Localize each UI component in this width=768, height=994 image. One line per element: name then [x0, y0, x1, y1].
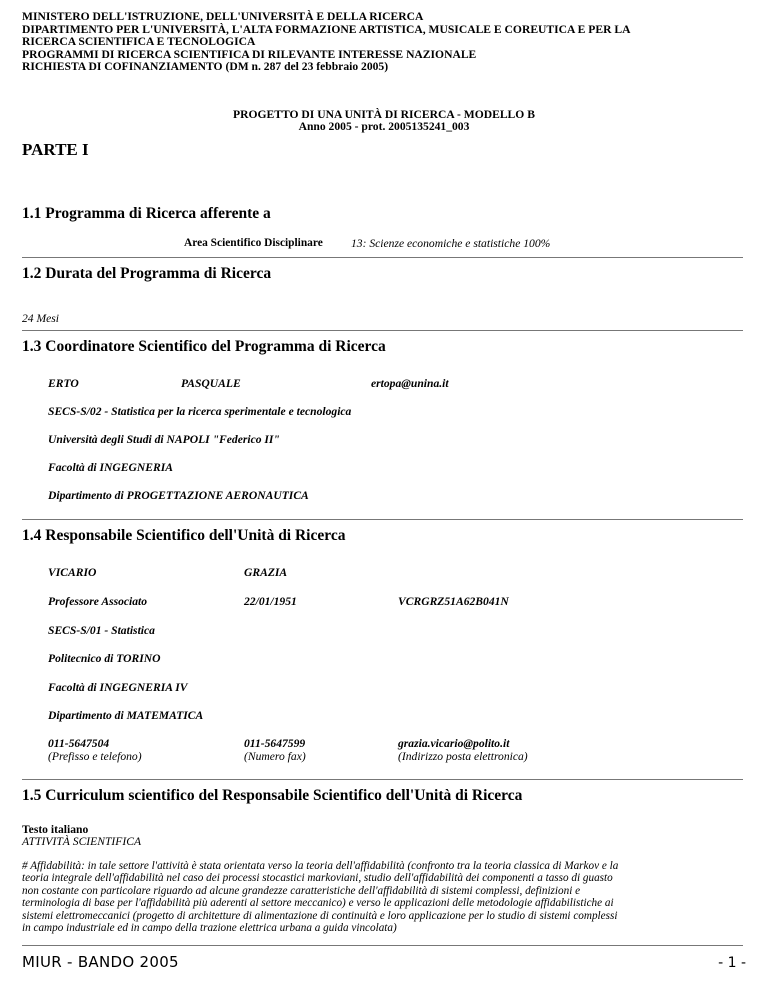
area-label: Area Scientifico Disciplinare — [184, 237, 323, 249]
text-line: teoria integrale dell'affidabilità nel caso dei processi stocastici markoviani, studio dell'affidabilità dei componenti a tasso di guasto — [22, 872, 613, 885]
coordinator-faculty: Facoltà di INGEGNERIA — [48, 461, 173, 474]
text-line: in campo industriale ed in campo della trazione elettrica urbana a guida vincolata) — [22, 922, 397, 935]
divider — [22, 330, 743, 331]
responsible-surname: VICARIO — [48, 566, 97, 579]
coordinator-ssd: SECS-S/02 - Statistica per la ricerca sperimentale e tecnologica — [48, 405, 352, 418]
activity-heading: ATTIVITÀ SCIENTIFICA — [22, 835, 142, 848]
responsible-university: Politecnico di TORINO — [48, 652, 161, 665]
responsible-fiscal-code: VCRGRZ51A62B041N — [398, 595, 509, 608]
coordinator-department: Dipartimento di PROGETTAZIONE AERONAUTICA — [48, 489, 309, 502]
text-language-label: Testo italiano — [22, 823, 89, 836]
curriculum-text — [22, 860, 744, 934]
responsible-email: grazia.vicario@polito.it — [398, 737, 510, 750]
responsible-phone: 011-5647504 — [48, 737, 110, 750]
responsible-department: Dipartimento di MATEMATICA — [48, 709, 204, 722]
text-line: sistemi elettromeccanici (progetto di architetture di alimentazione di continuità e loro applicazione per lo studio di sistemi complessi — [22, 909, 618, 922]
responsible-birthdate: 22/01/1951 — [244, 595, 297, 608]
area-value: 13: Scienze economiche e statistiche 100% — [351, 237, 551, 250]
responsible-fax: 011-5647599 — [244, 737, 306, 750]
part-heading: PARTE I — [22, 140, 89, 159]
text-line: terminologia di base per l'affidabilità più aderenti al settore meccanico) e verso le applicazioni delle metodologie affidabilistiche ai — [22, 897, 614, 910]
coordinator-email: ertopa@unina.it — [371, 377, 449, 390]
section-1-2-title: 1.2 Durata del Programma di Ricerca — [22, 265, 272, 282]
ministry-header — [22, 11, 752, 74]
footer-divider — [22, 945, 743, 946]
duration-value: 24 Mesi — [22, 312, 60, 325]
coordinator-surname: ERTO — [48, 377, 79, 390]
header-line: DIPARTIMENTO PER L'UNIVERSITÀ, L'ALTA FORMAZIONE ARTISTICA, MUSICALE E COREUTICA E PER LA — [22, 22, 631, 36]
header-line: MINISTERO DELL'ISTRUZIONE, DELL'UNIVERSITÀ E DELLA RICERCA — [22, 10, 424, 23]
header-line: RICHIESTA DI COFINANZIAMENTO (DM n. 287 del 23 febbraio 2005) — [22, 60, 389, 74]
responsible-role: Professore Associato — [48, 595, 148, 608]
fax-label: (Numero fax) — [244, 750, 306, 763]
section-1-1-title: 1.1 Programma di Ricerca afferente a — [22, 205, 271, 222]
model-subtitle: Anno 2005 - prot. 2005135241_003 — [298, 120, 470, 133]
divider — [22, 779, 743, 780]
divider — [22, 519, 743, 520]
coordinator-university: Università degli Studi di NAPOLI "Federico II" — [48, 433, 280, 446]
section-1-5-title: 1.5 Curriculum scientifico del Responsabile Scientifico dell'Unità di Ricerca — [22, 787, 523, 804]
header-line: PROGRAMMI DI RICERCA SCIENTIFICA DI RILEVANTE INTERESSE NAZIONALE — [22, 47, 477, 61]
coordinator-name: PASQUALE — [181, 377, 241, 390]
section-1-3-title: 1.3 Coordinatore Scientifico del Programma di Ricerca — [22, 338, 386, 355]
responsible-ssd: SECS-S/01 - Statistica — [48, 624, 155, 637]
email-label: (Indirizzo posta elettronica) — [398, 750, 528, 763]
responsible-name: GRAZIA — [244, 566, 288, 579]
section-1-4-title: 1.4 Responsabile Scientifico dell'Unità di Ricerca — [22, 527, 346, 544]
phone-label: (Prefisso e telefono) — [48, 750, 142, 763]
divider — [22, 257, 743, 258]
model-title: PROGETTO DI UNA UNITÀ DI RICERCA - MODELLO B — [233, 108, 535, 121]
page-number: - 1 - — [718, 955, 746, 971]
text-line: non costante con particolare riguardo ad alcune grandezze caratteristiche dell'affidabilità di sistemi complessi, definizioni e — [22, 884, 581, 897]
text-line: # Affidabilità: in tale settore l'attività è stata orientata verso la teoria dell'affidabilità (confronto tra la teoria classica di Markov e la — [22, 860, 619, 872]
footer-program: MIUR - BANDO 2005 — [22, 953, 179, 971]
header-line: RICERCA SCIENTIFICA E TECNOLOGICA — [22, 35, 256, 49]
responsible-faculty: Facoltà di INGEGNERIA IV — [48, 681, 188, 694]
